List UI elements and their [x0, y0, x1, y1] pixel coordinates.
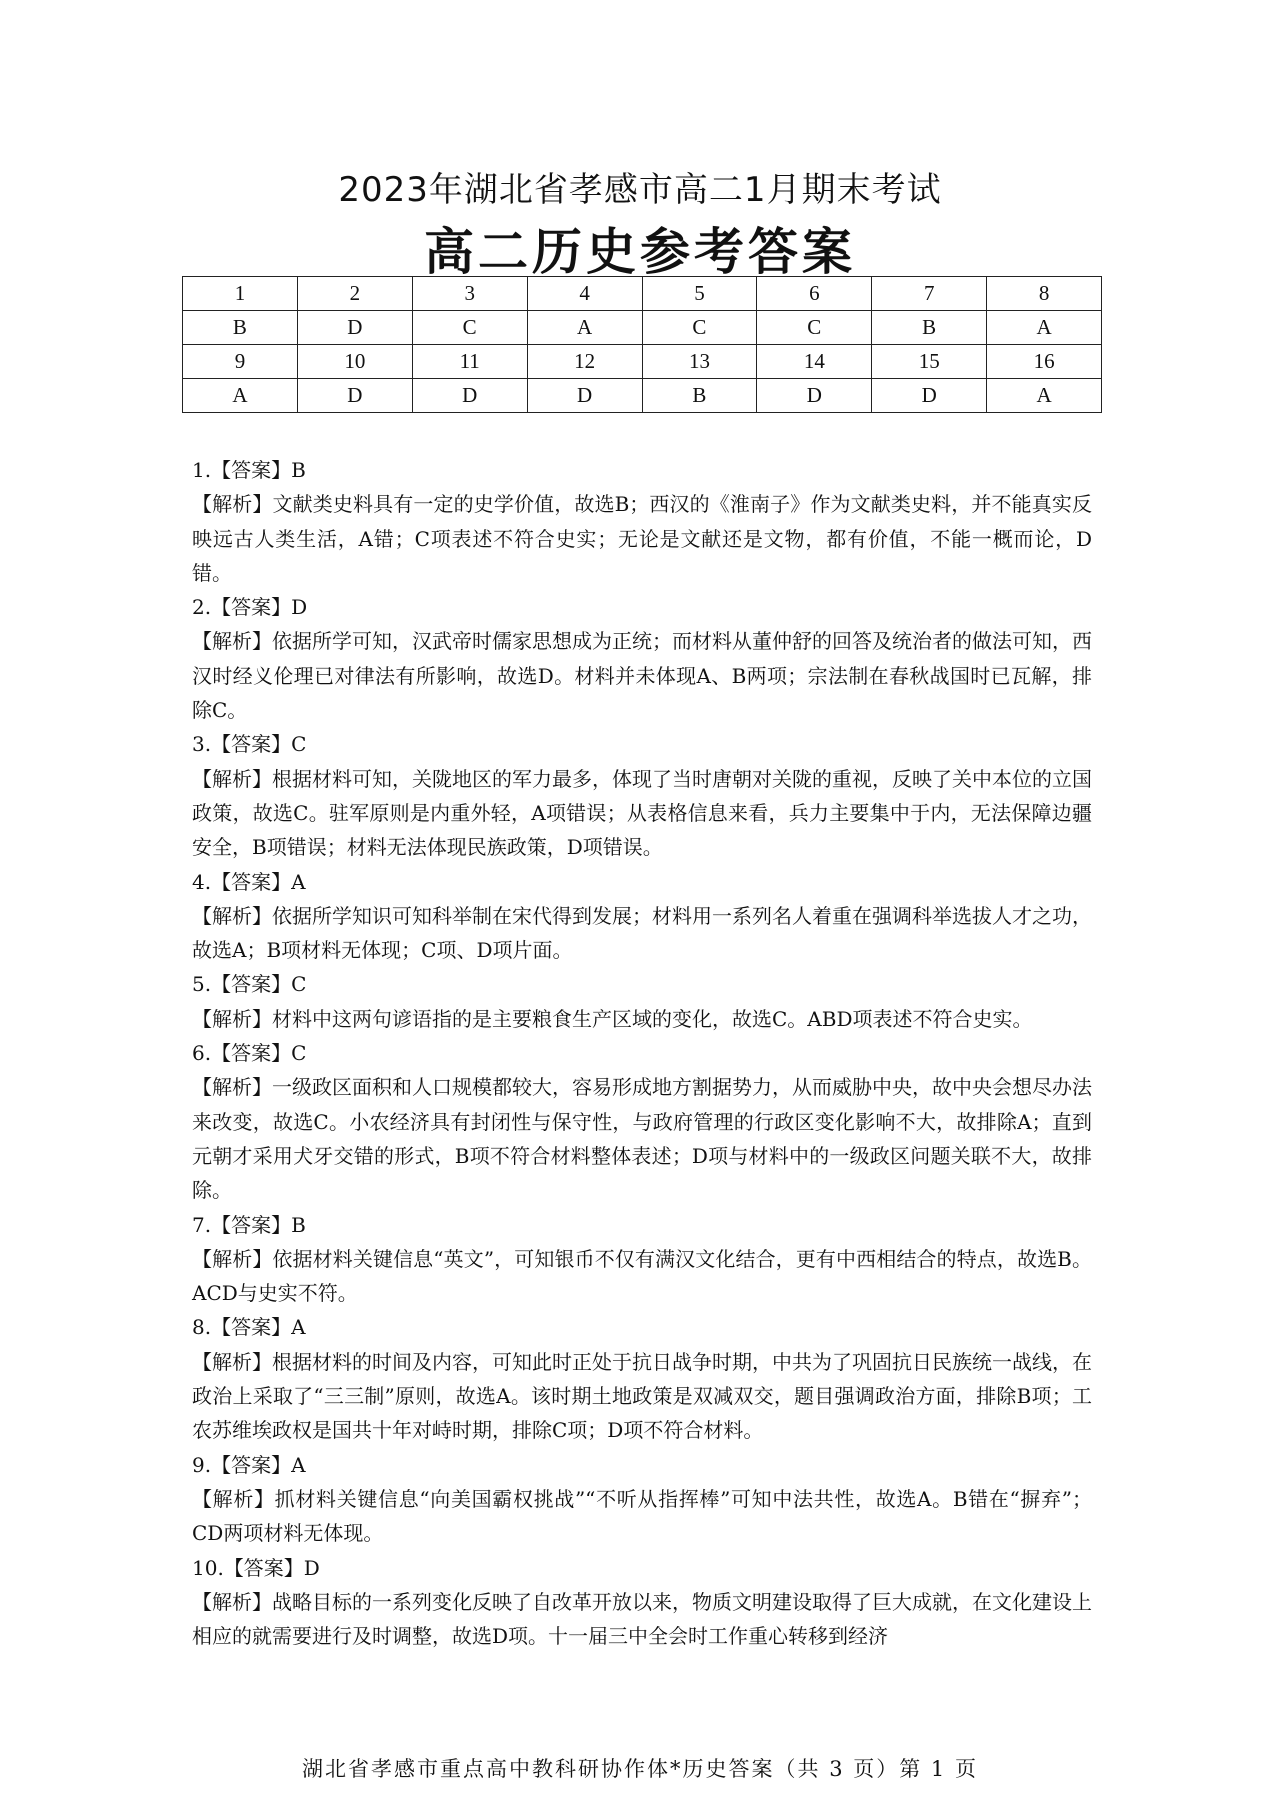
answer-cell: C — [757, 311, 872, 345]
answer-cell: D — [297, 379, 412, 413]
analysis-section — [192, 453, 1092, 1653]
question-number-cell: 6 — [757, 277, 872, 311]
question-number-cell: 16 — [987, 345, 1102, 379]
analysis-paragraph: 【解析】文献类史料具有一定的史学价值，故选B；西汉的《淮南子》作为文献类史料，并不能真实反映远古人类生活，A错；C项表述不符合史实；无论是文献还是文物，都有价值，不能一概而论，D错。 — [192, 492, 1092, 585]
answer-cell: D — [757, 379, 872, 413]
answer-line: 3.【答案】C — [192, 732, 307, 757]
question-number-cell: 8 — [987, 277, 1102, 311]
analysis-paragraph: 【解析】战略目标的一系列变化反映了自改革开放以来，物质文明建设取得了巨大成就，在文化建设上相应的就需要进行及时调整，故选D项。十一届三中全会时工作重心转移到经济 — [192, 1589, 1092, 1649]
answer-cell: D — [297, 311, 412, 345]
question-number-cell: 5 — [642, 277, 757, 311]
answer-cell: B — [642, 379, 757, 413]
answer-key-table — [182, 276, 1102, 413]
answer-line: 6.【答案】C — [192, 1041, 307, 1066]
answer-line: 7.【答案】B — [192, 1212, 306, 1237]
question-number-row — [183, 345, 1102, 379]
answer-cell: B — [183, 311, 298, 345]
question-number-cell: 11 — [412, 345, 527, 379]
answer-cell: D — [527, 379, 642, 413]
question-number-cell: 3 — [412, 277, 527, 311]
question-number-cell: 14 — [757, 345, 872, 379]
exam-title: 2023年湖北省孝感市高二1月期末考试 — [338, 170, 942, 210]
answer-cell: A — [987, 311, 1102, 345]
question-number-cell: 10 — [297, 345, 412, 379]
analysis-paragraph: 【解析】根据材料可知，关陇地区的军力最多，体现了当时唐朝对关陇的重视，反映了关中本位的立国政策，故选C。驻军原则是内重外轻，A项错误；从表格信息来看，兵力主要集中于内，无法保障边疆安全，B项错误；材料无法体现民族政策，D项错误。 — [192, 766, 1092, 860]
answer-cell: C — [642, 311, 757, 345]
answer-line: 5.【答案】C — [192, 972, 307, 997]
question-number-cell: 13 — [642, 345, 757, 379]
analysis-paragraph: 【解析】依据所学知识可知科举制在宋代得到发展；材料用一系列名人着重在强调科举选拔人才之功，故选A；B项材料无体现；C项、D项片面。 — [192, 903, 1092, 963]
question-number-cell: 2 — [297, 277, 412, 311]
question-number-row — [183, 277, 1102, 311]
answer-cell: A — [987, 379, 1102, 413]
page-subtitle: 高二历史参考答案 — [424, 223, 856, 281]
answer-cell: A — [527, 311, 642, 345]
answer-cell: D — [412, 379, 527, 413]
answer-cell: A — [183, 379, 298, 413]
question-number-cell: 9 — [183, 345, 298, 379]
answer-line: 10.【答案】D — [192, 1555, 320, 1580]
answer-line: 9.【答案】A — [192, 1452, 306, 1477]
answer-line: 4.【答案】A — [192, 869, 306, 894]
page-footer: 湖北省孝感市重点高中教科研协作体*历史答案（共 3 页）第 1 页 — [302, 1757, 978, 1781]
question-number-cell: 7 — [872, 277, 987, 311]
answer-line: 2.【答案】D — [192, 595, 308, 620]
analysis-paragraph: 【解析】依据材料关键信息“英文”，可知银币不仅有满汉文化结合，更有中西相结合的特点，故选B。ACD与史实不符。 — [192, 1246, 1092, 1306]
analysis-paragraph: 【解析】依据所学可知，汉武帝时儒家思想成为正统；而材料从董仲舒的回答及统治者的做法可知，西汉时经义伦理已对律法有所影响，故选D。材料并未体现A、B两项；宗法制在春秋战国时已瓦解，排除C。 — [192, 629, 1092, 723]
question-number-cell: 4 — [527, 277, 642, 311]
analysis-paragraph: 【解析】一级政区面积和人口规模都较大，容易形成地方割据势力，从而威胁中央，故中央会想尽办法来改变，故选C。小农经济具有封闭性与保守性，与政府管理的行政区变化影响不大，故排除A；直到元朝才采用犬牙交错的形式，B项不符合材料整体表述；D项与材料中的一级政区问题关联不大，故排除。 — [192, 1075, 1092, 1203]
question-number-cell: 15 — [872, 345, 987, 379]
analysis-paragraph: 【解析】根据材料的时间及内容，可知此时正处于抗日战争时期，中共为了巩固抗日民族统一战线，在政治上采取了“三三制”原则，故选A。该时期土地政策是双减双交，题目强调政治方面，排除B项；工农苏维埃政权是国共十年对峙时期，排除C项；D项不符合材料。 — [192, 1349, 1092, 1443]
answer-line: 1.【答案】B — [192, 458, 306, 482]
answer-cell: D — [872, 379, 987, 413]
answer-line: 8.【答案】A — [192, 1315, 306, 1340]
answer-cell: C — [412, 311, 527, 345]
question-number-cell: 12 — [527, 345, 642, 379]
answer-letter-row — [183, 311, 1102, 345]
analysis-paragraph: 【解析】抓材料关键信息“向美国霸权挑战”“不听从指挥棒”可知中法共性，故选A。B错在“摒弃”；CD两项材料无体现。 — [192, 1486, 1092, 1546]
answer-letter-row — [183, 379, 1102, 413]
question-number-cell: 1 — [183, 277, 298, 311]
answer-cell: B — [872, 311, 987, 345]
analysis-paragraph: 【解析】材料中这两句谚语指的是主要粮食生产区域的变化，故选C。ABD项表述不符合史实。 — [192, 1006, 1033, 1031]
